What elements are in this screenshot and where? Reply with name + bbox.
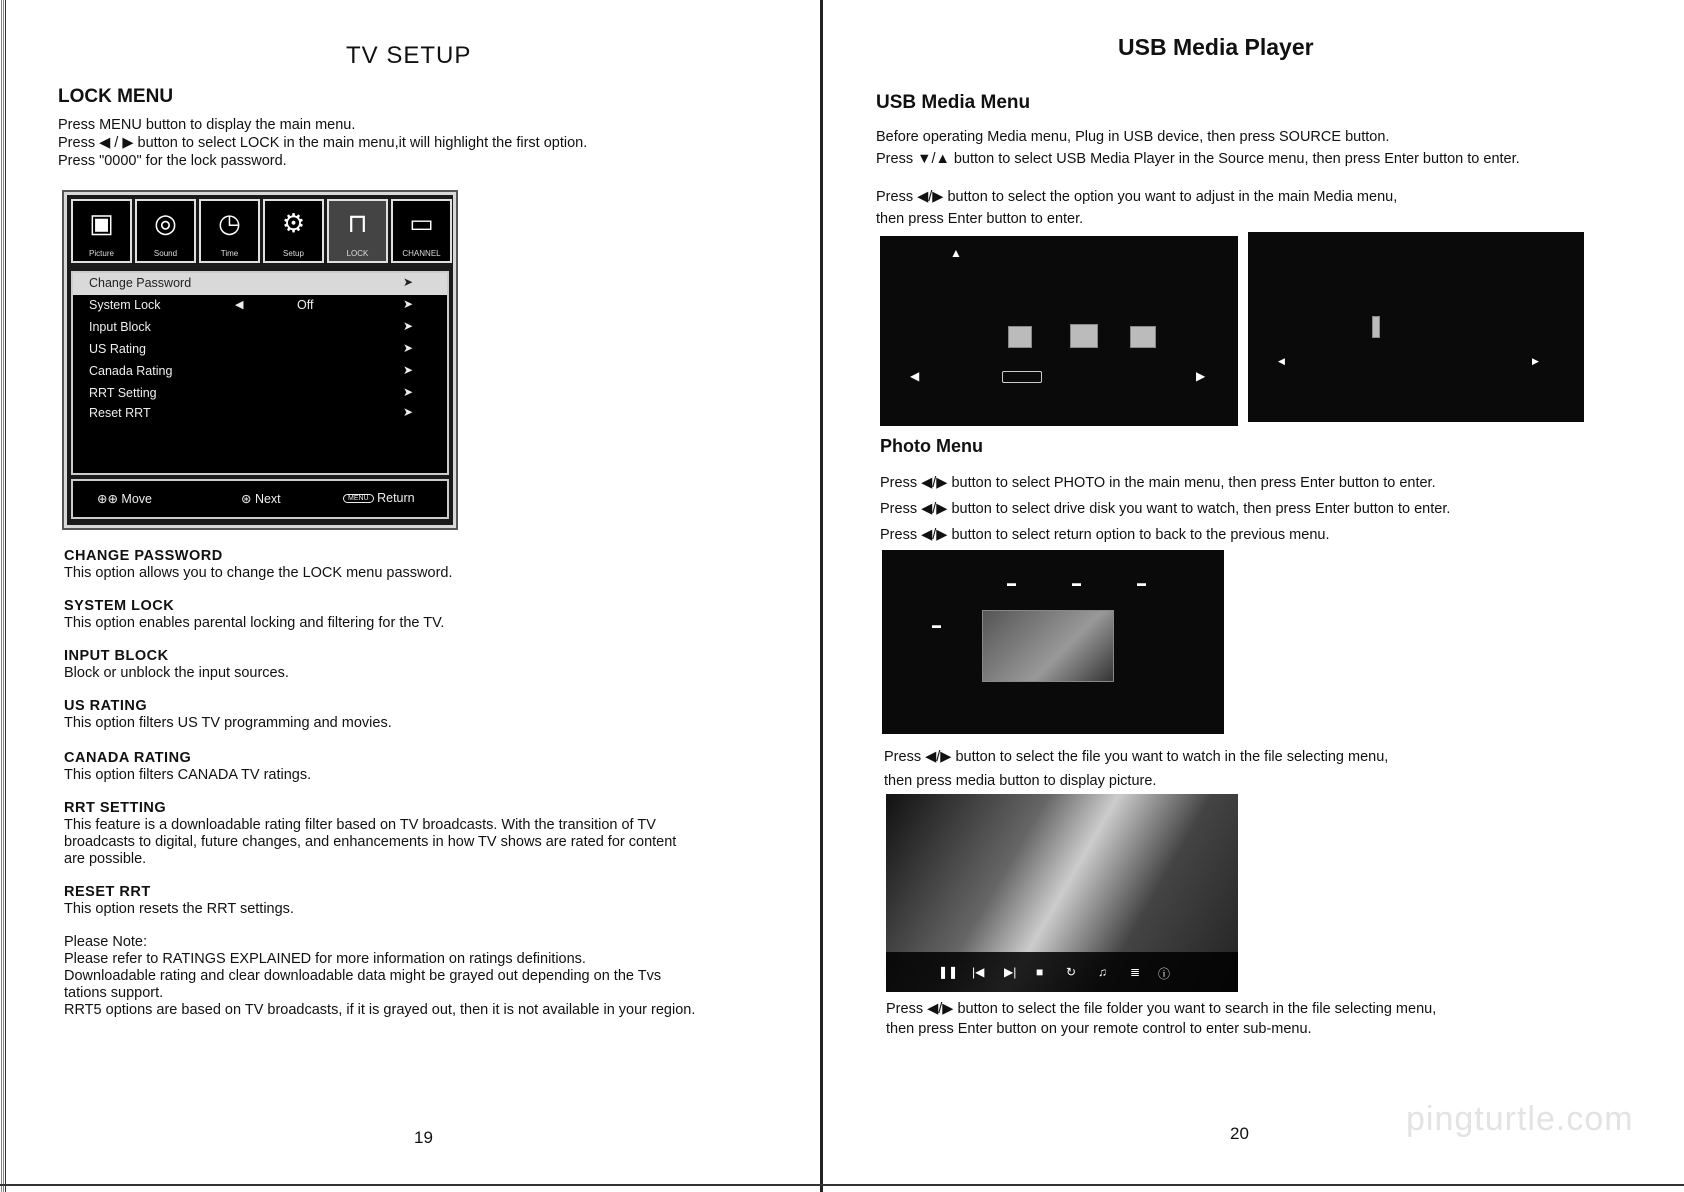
camera-icon: ▣ [89,208,114,238]
lock-icon: ⊓ [347,208,368,238]
page-number: 20 [1230,1124,1249,1143]
note-line: Please Note: [64,934,148,950]
section-heading: US RATING [64,698,148,714]
move-hint [97,491,152,506]
note-line: Downloadable rating and clear downloadable data might be grayed out depending on the Tvs [64,968,662,984]
file-select-screenshot [882,550,1224,734]
section-heading: CHANGE PASSWORD [64,548,223,564]
next-label: Next [254,492,281,506]
tab-setup [263,199,324,263]
photo-thumbnail [982,610,1114,682]
lock-options-list [71,271,449,475]
tab-picture [71,199,132,263]
row-name: US Rating [89,342,146,356]
section-text: This option resets the RRT settings. [64,901,294,917]
intro-line: Press "0000" for the lock password. [58,153,287,169]
enter-icon: ⊛ [241,492,255,506]
chevron-right-icon: ➤ [403,319,414,333]
folder-icon: ▬ [932,620,941,630]
folder-icon: ▬ [1007,578,1016,588]
tab-label: LOCK [346,249,369,258]
section-text: are possible. [64,851,147,867]
section-text: This option filters US TV programming and movies. [64,715,392,731]
section-text: This option filters CANADA TV ratings. [64,767,312,783]
menu-tabs [71,199,452,263]
tab-label: CHANNEL [402,249,441,258]
menu-key-icon: MENU [343,494,374,503]
music-icon: ♫ [1098,965,1107,979]
chevron-right-icon: ➤ [403,405,414,419]
intro-line: Press MENU button to display the main menu. [58,117,356,133]
music-icon [1070,324,1098,348]
prev-icon: |◀ [972,965,985,979]
right-page [828,0,1684,1192]
section-heading: SYSTEM LOCK [64,598,175,614]
selection-box [1002,371,1042,383]
section-heading: INPUT BLOCK [64,648,169,664]
book-spine [820,0,823,1192]
drive-icon [1372,316,1380,338]
media-main-menu-screenshot [880,236,1238,426]
chevron-right-icon: ➤ [403,341,414,355]
return-hint [343,491,415,505]
menu-row-system-lock [73,295,447,317]
tab-channel [391,199,452,263]
sound-icon: ◎ [154,208,177,238]
tab-label: Setup [283,249,304,258]
section-text: broadcasts to digital, future changes, and enhancements in how TV shows are rated for content [64,834,677,850]
section-heading: CANADA RATING [64,750,192,766]
page-header: TV SETUP [346,42,472,69]
tab-label: Sound [153,249,178,258]
menu-row-change-password [73,273,447,295]
photo-menu-title: Photo Menu [880,436,983,456]
usb-icon: ▲ [950,246,962,260]
photo-view-screenshot [886,794,1238,992]
chevron-left-icon: ◀ [235,299,244,311]
row-name: System Lock [89,298,161,312]
photo-line: Press ◀/▶ button to select drive disk you want to watch, then press Enter button to enter. [880,501,1451,517]
info-icon: ⓘ [1158,967,1171,981]
tab-sound [135,199,196,263]
return-label: Return [377,491,415,505]
section-text: Block or unblock the input sources. [64,665,289,681]
intro-line: Press ◀/▶ button to select the option you want to adjust in the main Media menu, [876,189,1398,205]
row-name: Change Password [89,276,192,290]
next-hint [241,491,281,506]
folder-line: then press Enter button on your remote control to enter sub-menu. [886,1021,1312,1037]
next-icon: ▶| [1004,965,1017,979]
page-header: USB Media Player [1118,34,1314,60]
section-text: This feature is a downloadable rating filter based on TV broadcasts. With the transition of TV [64,817,656,833]
stop-icon: ■ [1036,965,1044,979]
file-line: then press media button to display picture. [884,773,1157,789]
row-name: RRT Setting [89,386,157,400]
folder-line: Press ◀/▶ button to select the file folder you want to search in the file selecting menu, [886,1001,1437,1017]
menu-row-canada-rating [73,361,447,383]
photo-line: Press ◀/▶ button to select PHOTO in the main menu, then press Enter button to enter. [880,475,1436,491]
menu-row-us-rating [73,339,447,361]
arrow-left-icon: ◀ [910,369,920,383]
left-page [0,0,820,1192]
chevron-right-icon: ➤ [403,385,414,399]
tab-label: Picture [89,249,114,258]
menu-row-rrt-setting [73,383,447,405]
up-down-icon: ⊕⊕ [97,492,122,506]
osd-footer [71,479,449,519]
lock-menu-screenshot [64,192,456,528]
menu-row-input-block [73,317,447,339]
arrow-right-icon: ▶ [1196,369,1206,383]
section-heading: RRT SETTING [64,800,167,816]
menu-row-reset-rrt [73,403,447,425]
tab-time [199,199,260,263]
intro-line: Before operating Media menu, Plug in USB device, then press SOURCE button. [876,129,1390,145]
playback-bar [886,952,1238,992]
section-text: This option allows you to change the LOCK menu password. [64,565,453,581]
folder-icon: ▬ [1072,578,1081,588]
intro-line: Press ◀ / ▶ button to select LOCK in the main menu,it will highlight the first option. [58,135,588,151]
arrow-right-icon: ▶ [1532,356,1539,366]
pause-icon: ❚❚ [938,965,959,979]
page-number: 19 [414,1128,433,1147]
movie-icon [1130,326,1156,348]
photo-icon [1008,326,1032,348]
row-name: Input Block [89,320,151,334]
watermark: pingturtle.com [1406,1100,1634,1138]
section-text: This option enables parental locking and filtering for the TV. [64,615,445,631]
move-label: Move [121,492,152,506]
bottom-rule [0,1184,1684,1186]
arrow-left-icon: ◀ [1278,356,1285,366]
note-line: RRT5 options are based on TV broadcasts, if it is grayed out, then it is not available in your region. [64,1002,696,1018]
intro-line: then press Enter button to enter. [876,211,1084,227]
section-heading: RESET RRT [64,884,151,900]
chevron-right-icon: ➤ [403,297,414,311]
note-line: Please refer to RATINGS EXPLAINED for more information on ratings definitions. [64,951,586,967]
monitor-icon: ▭ [409,208,434,238]
row-name: Canada Rating [89,364,173,378]
row-value: Off [297,298,314,312]
section-title: USB Media Menu [876,92,1031,113]
list-icon: ≣ [1130,965,1141,979]
folder-icon: ▬ [1137,578,1146,588]
clock-icon: ◷ [218,208,241,238]
chevron-right-icon: ➤ [403,363,414,377]
tab-lock [327,199,388,263]
row-name: Reset RRT [89,406,151,420]
section-title: LOCK MENU [58,86,174,107]
gear-icon: ⚙ [281,208,306,238]
drive-select-screenshot [1248,232,1584,422]
file-line: Press ◀/▶ button to select the file you want to watch in the file selecting menu, [884,749,1389,765]
chevron-right-icon: ➤ [403,275,414,289]
rotate-icon: ↻ [1066,965,1077,979]
intro-line: Press ▼/▲ button to select USB Media Player in the Source menu, then press Enter button to enter. [876,151,1520,167]
tab-label: Time [220,249,239,258]
photo-line: Press ◀/▶ button to select return option to back to the previous menu. [880,527,1330,543]
note-line: tations support. [64,985,164,1001]
